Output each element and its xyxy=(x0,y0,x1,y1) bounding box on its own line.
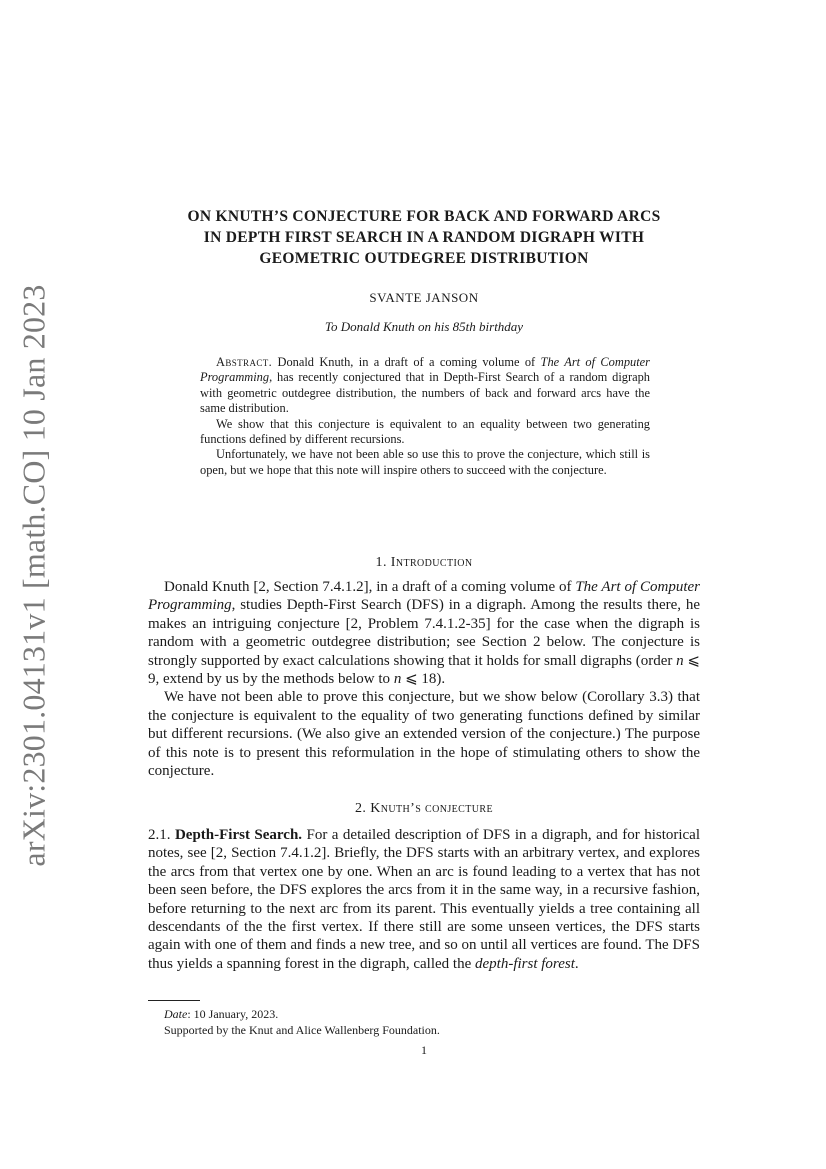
defined-term: depth-first forest xyxy=(475,955,575,972)
abstract xyxy=(200,355,650,478)
paragraph: We have not been able to prove this conjecture, but we show below (Corollary 3.3) that the conjecture is equivalent to the equality of two generating functions defined by similar but different recursions. (We also give an extended version of the conjecture.) The purpose of this note is to present this reformulation in the hope of stimulating others to show the conjecture. xyxy=(148,689,700,780)
footnotes xyxy=(164,1007,700,1039)
title-line: GEOMETRIC OUTDEGREE DISTRIBUTION xyxy=(259,250,589,267)
abstract-paragraph: We show that this conjecture is equivalent to an equality between two generating functions defined by different recursions. xyxy=(200,416,650,447)
arxiv-identifier: arXiv:2301.04131v1 [math.CO] 10 Jan 2023 xyxy=(15,283,52,867)
abstract-text: , has recently conjectured that in Depth-First Search of a random digraph with geometric outdegree distribution, the numbers of back and forward arcs have the same distribution. xyxy=(200,370,650,416)
page-number: 1 xyxy=(421,1043,427,1057)
section-number: 1. xyxy=(375,555,387,570)
section-heading-introduction xyxy=(148,555,700,571)
title-line: ON KNUTH’S CONJECTURE FOR BACK AND FORWARD ARCS xyxy=(187,208,661,225)
arxiv-identifier-stamp xyxy=(6,283,62,867)
footnote-divider xyxy=(148,1000,200,1001)
section-title: Introduction xyxy=(390,555,473,570)
abstract-text: Donald Knuth, in a draft of a coming volume of xyxy=(272,355,541,369)
dedication: To Donald Knuth on his 85th birthday xyxy=(324,319,524,334)
footnote-date: Date: 10 January, 2023. xyxy=(164,1007,279,1021)
paper-title xyxy=(148,206,700,269)
book-title: The Art of Computer Programming xyxy=(200,355,650,385)
author-name: SVANTE JANSON xyxy=(369,290,479,305)
section-number: 2. xyxy=(355,801,367,816)
abstract-label: Abstract. xyxy=(216,355,273,369)
subsection-number: 2.1. xyxy=(148,827,171,843)
paragraph: 2.1. Depth-First Search. For a detailed description of DFS in a digraph, and for historical notes, see [2, Section 7.4.1.2]. Briefly, the DFS starts with an arbitrary vertex, and explores the arcs from that vertex one by one. When an arc is found leading to a vertex that has not been seen before, the DFS explores the arcs from it in the same way, in a recursive fashion, before returning to the next arc from its parent. This eventually yields a tree containing all descendants of the the first vertex. If there still are some unseen vertices, the DFS starts again with one of them and finds a new tree, and so on until all vertices are found. The DFS thus yields a spanning forest in the digraph, called the depth-first forest. xyxy=(148,827,701,972)
title-line: IN DEPTH FIRST SEARCH IN A RANDOM DIGRAPH WITH xyxy=(203,229,645,246)
section-heading-knuths-conjecture xyxy=(148,801,700,817)
book-title: The Art of Computer Programming xyxy=(148,579,700,614)
abstract-paragraph xyxy=(200,355,650,417)
subsection-title: Depth-First Search. xyxy=(174,827,303,843)
knuths-conjecture-body xyxy=(148,826,700,973)
section-title: Knuth’s conjecture xyxy=(370,801,493,816)
footnote-support: Supported by the Knut and Alice Wallenberg Foundation. xyxy=(164,1023,440,1037)
introduction-body xyxy=(148,578,700,780)
abstract-paragraph: Unfortunately, we have not been able so use this to prove the conjecture, which still is open, but we hope that this note will inspire others to succeed with the conjecture. xyxy=(200,447,650,477)
paragraph: Donald Knuth [2, Section 7.4.1.2], in a draft of a coming volume of The Art of Computer Programming, studies Depth-First Search (DFS) in a digraph. Among the results there, he makes an intriguing conjecture [2, Problem 7.4.1.2-35] for the case when the digraph is random with a geometric outdegree distribution; see Section 2 below. The conjecture is strongly supported by exact calculations showing that it holds for small digraphs (order n ⩽ 9, extend by us by the methods below to n ⩽ 18). xyxy=(148,579,701,688)
